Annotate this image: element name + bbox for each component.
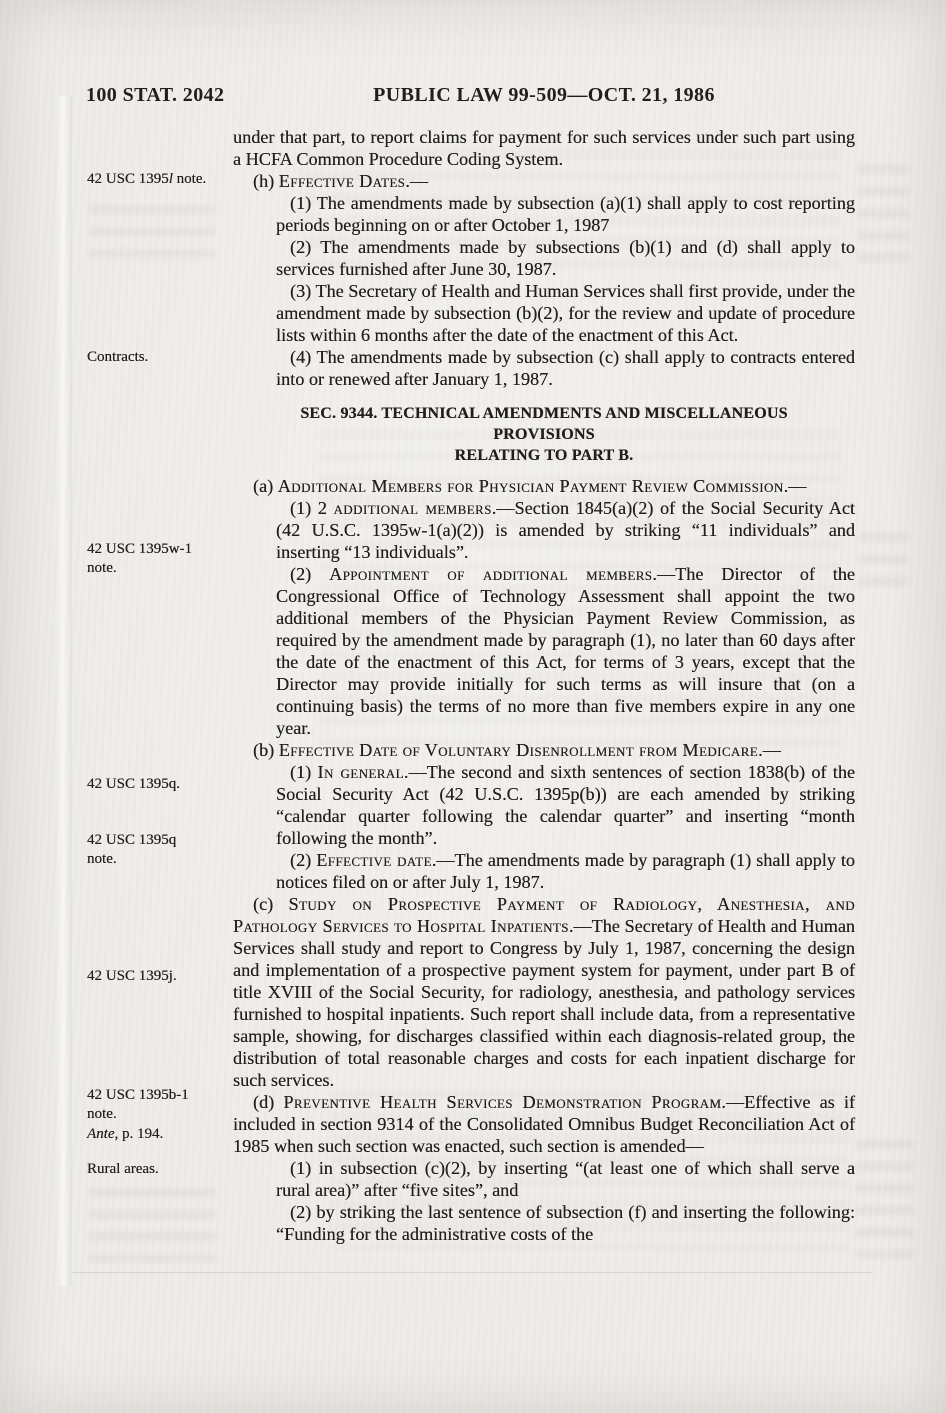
text-run: .—The second and sixth sentences of section 1838(b) of the Social Security Act (42 U.S.C. 1395p(b)) are each amended by striking “calendar quarter following the calendar quarter” and inserting “month following the month”.: [276, 762, 855, 848]
italic-run: l: [168, 171, 173, 187]
statute-body: [233, 126, 855, 1245]
scan-bleedthrough: [856, 1140, 914, 1258]
a-additional-members: [233, 475, 855, 497]
b-paragraph-2: [276, 849, 855, 893]
text-run: Rural areas.: [87, 1161, 159, 1177]
text-run: (a): [253, 476, 278, 496]
d-preventive-health-demonstration: [233, 1091, 855, 1157]
text-run: .—: [405, 171, 429, 191]
heading-line: SEC. 9344. TECHNICAL AMENDMENTS AND MISCELLANEOUS PROVISIONS: [300, 405, 788, 443]
d-paragraph-2: [276, 1201, 855, 1245]
margin-note-usc-1395b-1-note: [87, 1086, 209, 1124]
margin-note-usc-1395l-note: [87, 170, 209, 189]
d-paragraph-1: [276, 1157, 855, 1201]
h-paragraph-4: [276, 346, 855, 390]
text-run: .—Effective as if included in section 9314 of the Consolidated Omnibus Budget Reconciliation Act of 1985 when such section was enacted, such section is amended—: [233, 1092, 855, 1156]
b-paragraph-1: [276, 761, 855, 849]
text-run: (2) by striking the last sentence of subsection (f) and inserting the following: “Funding for the administrative costs of the: [276, 1202, 855, 1244]
italic-run: Ante: [87, 1126, 115, 1142]
margin-note-usc-1395q: [87, 775, 209, 794]
stat-page-number: 100 STAT. 2042: [86, 84, 225, 106]
text-run: 42 USC 1395: [87, 171, 169, 187]
text-run: (c): [253, 894, 289, 914]
text-run: .—The Director of the Congressional Office of Technology Assessment shall appoint the two additional members of the Physician Payment Review Commission, as required by the amendment made by paragraph (1), no later than 60 days after the date of the enactment of this Act, for terms of 3 years, except that the Director may provide initially for such terms as will insure that (on a continuing basis) the terms of no more than five members expire in any one year.: [276, 564, 855, 738]
text-run: .—The Secretary of Health and Human Services shall study and report to Congress by July 1, 1987, concerning the design and implementation of a prospective payment system for payment, under part B of title XVIII of the Social Security, for radiology, anesthesia, and pathology services furnished to hospital inpatients. Such report shall include data, from a representative sample, showing, for discharges classified within each diagnosis-related group, the distribution of total reasonable charges and costs for each inpatient discharge for such services.: [233, 916, 855, 1090]
h-paragraph-1: [276, 192, 855, 236]
text-run: (3) The Secretary of Health and Human Services shall first provide, under the amendment made by subsection (b)(2), for the review and update of procedure lists within 6 months after the date of the enactment of this Act.: [276, 281, 855, 345]
continuation-claims: [233, 126, 855, 170]
text-run: (d): [253, 1092, 284, 1112]
small-caps-run: Effective Dates: [278, 171, 406, 191]
small-caps-run: Study on Prospective Payment of Radiology, Anesthesia, and Pathology Services to Hospital Inpatients: [233, 894, 855, 936]
small-caps-run: In general: [317, 762, 404, 782]
text-run: (4) The amendments made by subsection (c) shall apply to contracts entered into or renewed after January 1, 1987.: [276, 347, 855, 389]
text-run: Contracts.: [87, 349, 149, 365]
margin-note-usc-1395j: [87, 967, 209, 986]
text-run: under that part, to report claims for payment for such services under such part using a HCFA Common Procedure Coding System.: [233, 127, 855, 169]
text-run: .—: [783, 476, 807, 496]
b-effective-date-disenrollment: [233, 739, 855, 761]
h-effective-dates: [233, 170, 855, 192]
c-study-prospective-payment: [233, 893, 855, 1091]
small-caps-run: Additional Members for Physician Payment Review Commission: [277, 476, 784, 496]
h-paragraph-2: [276, 236, 855, 280]
margin-note-ante-p-194: [87, 1125, 209, 1144]
text-run: (h): [253, 171, 279, 191]
text-run: 42 USC 1395q note.: [87, 832, 177, 867]
text-run: (1): [290, 762, 318, 782]
text-run: .—Section 1845(a)(2) of the Social Security Act (42 U.S.C. 1395w-1(a)(2)) is amended by striking “11 individuals” and inserting “13 individuals”.: [276, 498, 855, 562]
text-run: , p. 194.: [114, 1126, 164, 1142]
text-run: 42 USC 1395b-1 note.: [87, 1087, 189, 1122]
a-paragraph-2: [276, 563, 855, 739]
margin-note-contracts: [87, 348, 209, 367]
text-run: (1) The amendments made by subsection (a)(1) shall apply to cost reporting periods beginning on or after October 1, 1987: [276, 193, 855, 235]
text-run: 42 USC 1395w-1 note.: [87, 541, 193, 576]
a-paragraph-1: [276, 497, 855, 563]
margin-note-rural-areas: [87, 1160, 209, 1179]
h-paragraph-3: [276, 280, 855, 346]
text-run: (b): [253, 740, 279, 760]
small-caps-run: Effective date: [316, 850, 432, 870]
text-run: (1) in subsection (c)(2), by inserting “(at least one of which shall serve a rural area)” after “five sites”, and: [276, 1158, 855, 1200]
small-caps-run: Preventive Health Services Demonstration Program: [283, 1092, 722, 1112]
text-run: (2) The amendments made by subsections (b)(1) and (d) shall apply to services furnished after June 30, 1987.: [276, 237, 855, 279]
text-run: (2): [290, 564, 330, 584]
text-run: .—: [758, 740, 781, 760]
text-run: .—The amendments made by paragraph (1) shall apply to notices filed on or after July 1, 1987.: [276, 850, 855, 892]
small-caps-run: Effective Date of Voluntary Disenrollment from Medicare: [278, 740, 759, 760]
heading-line: RELATING TO PART B.: [454, 447, 634, 464]
text-run: 42 USC 1395q.: [87, 776, 180, 792]
text-run: (2): [290, 850, 317, 870]
scan-bleedthrough: [858, 165, 910, 270]
law-title: PUBLIC LAW 99-509—OCT. 21, 1986: [373, 84, 715, 106]
small-caps-run: additional members: [333, 498, 492, 518]
margin-note-usc-1395w-1-note: [87, 540, 209, 578]
text-run: note.: [172, 171, 207, 187]
text-run: 42 USC 1395j.: [87, 968, 177, 984]
scan-bleedthrough: [858, 533, 908, 595]
margin-notes: [0, 0, 233, 1413]
small-caps-run: Appointment of additional members: [329, 564, 653, 584]
text-run: (1) 2: [290, 498, 334, 518]
sec-9344-heading: [257, 403, 831, 466]
margin-note-usc-1395q-note: [87, 831, 209, 869]
